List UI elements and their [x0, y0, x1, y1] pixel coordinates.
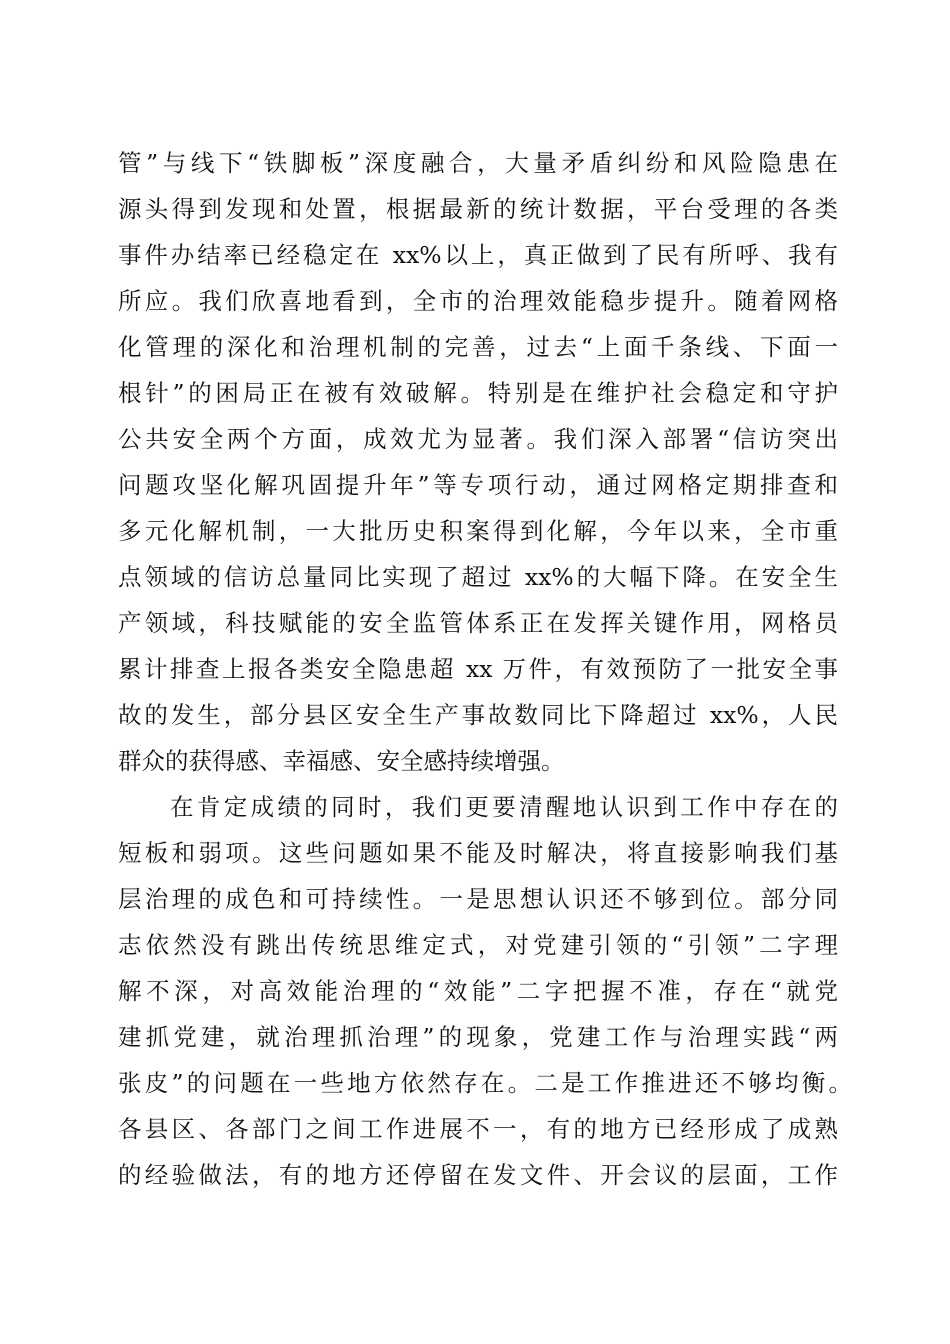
- text-line: 公共安全两个方面，成效尤为显著。我们深入部署“信访突出: [118, 425, 838, 453]
- text-line: 志依然没有跳出传统思维定式，对党建引领的“引领”二字理: [118, 931, 838, 959]
- text-line: 建抓党建，就治理抓治理”的现象，党建工作与治理实践“两: [118, 1023, 838, 1051]
- text-line: 张皮”的问题在一些地方依然存在。二是工作推进还不够均衡。: [118, 1069, 852, 1097]
- text-line: 根针”的困局正在被有效破解。特别是在维护社会稳定和守护: [118, 379, 838, 407]
- text-line: 累计排查上报各类安全隐患超 xx 万件，有效预防了一批安全事: [118, 655, 838, 683]
- text-line: 各县区、各部门之间工作进展不一，有的地方已经形成了成熟: [118, 1115, 838, 1143]
- text-line: 故的发生，部分县区安全生产事故数同比下降超过 xx%，人民: [118, 701, 838, 729]
- text-line: 源头得到发现和处置，根据最新的统计数据，平台受理的各类: [118, 195, 838, 223]
- text-line: 所应。我们欣喜地看到，全市的治理效能稳步提升。随着网格: [118, 287, 838, 315]
- text-line: 管”与线下“铁脚板”深度融合，大量矛盾纠纷和风险隐患在: [118, 149, 838, 177]
- text-line: 问题攻坚化解巩固提升年”等专项行动，通过网格定期排查和: [118, 471, 838, 499]
- text-line: 化管理的深化和治理机制的完善，过去“上面千条线、下面一: [118, 333, 838, 361]
- paragraph-shortcomings: [118, 784, 852, 1198]
- paragraph-achievements: [118, 140, 838, 784]
- text-line: 层治理的成色和可持续性。一是思想认识还不够到位。部分同: [118, 885, 838, 913]
- text-line: 多元化解机制，一大批历史积案得到化解，今年以来，全市重: [118, 517, 838, 545]
- document-body: [118, 140, 852, 1198]
- text-line: 的经验做法，有的地方还停留在发文件、开会议的层面，工作: [118, 1161, 838, 1189]
- text-line: 产领域，科技赋能的安全监管体系正在发挥关键作用，网格员: [118, 609, 838, 637]
- text-line: 短板和弱项。这些问题如果不能及时解决，将直接影响我们基: [118, 839, 838, 867]
- text-line: 点领域的信访总量同比实现了超过 xx%的大幅下降。在安全生: [118, 563, 838, 591]
- text-line: 事件办结率已经稳定在 xx%以上，真正做到了民有所呼、我有: [118, 241, 838, 269]
- text-line: 群众的获得感、幸福感、安全感持续增强。: [118, 747, 565, 775]
- text-line: 解不深，对高效能治理的“效能”二字把握不准，存在“就党: [118, 977, 838, 1005]
- text-line-indented: 在肯定成绩的同时，我们更要清醒地认识到工作中存在的: [170, 793, 838, 821]
